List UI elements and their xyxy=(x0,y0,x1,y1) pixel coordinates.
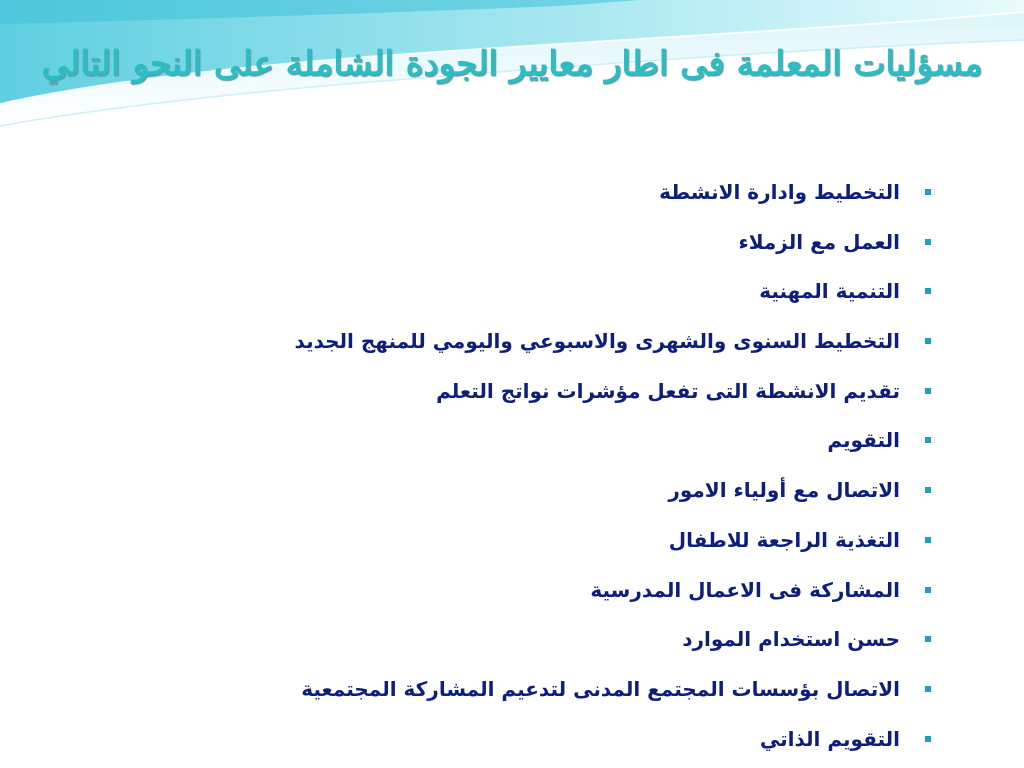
list-item xyxy=(120,665,900,715)
square-bullet-icon xyxy=(925,487,931,493)
square-bullet-icon xyxy=(925,189,931,195)
square-bullet-icon xyxy=(925,338,931,344)
slide-title: مسؤليات المعلمة فى اطار معايير الجودة الشاملة على النحو التالي xyxy=(41,44,983,84)
square-bullet-icon xyxy=(925,587,931,593)
bullet-list xyxy=(120,168,900,764)
list-item xyxy=(120,566,900,616)
bullet-text: حسن استخدام الموارد xyxy=(682,627,900,652)
bullet-text: العمل مع الزملاء xyxy=(738,229,900,254)
list-item xyxy=(120,218,900,268)
list-item xyxy=(120,168,900,218)
square-bullet-icon xyxy=(925,288,931,294)
square-bullet-icon xyxy=(925,239,931,245)
bullet-text: الاتصال بؤسسات المجتمع المدنى لتدعيم المشاركة المجتمعية xyxy=(301,676,900,701)
list-item xyxy=(120,715,900,765)
list-item xyxy=(120,317,900,367)
list-item xyxy=(120,367,900,417)
bullet-text: التخطيط السنوى والشهرى والاسبوعي واليومي للمنهج الجديد xyxy=(294,329,900,354)
list-item xyxy=(120,267,900,317)
square-bullet-icon xyxy=(925,686,931,692)
bullet-text: التقويم xyxy=(827,428,900,453)
square-bullet-icon xyxy=(925,388,931,394)
bullet-text: التقويم الذاتي xyxy=(759,726,900,751)
bullet-text: تقديم الانشطة التى تفعل مؤشرات نواتج التعلم xyxy=(436,378,900,403)
square-bullet-icon xyxy=(925,636,931,642)
list-item xyxy=(120,466,900,516)
square-bullet-icon xyxy=(925,537,931,543)
list-item xyxy=(120,516,900,566)
bullet-text: الاتصال مع أولياء الامور xyxy=(668,478,900,503)
list-item xyxy=(120,416,900,466)
list-item xyxy=(120,615,900,665)
bullet-text: التنمية المهنية xyxy=(759,279,900,304)
bullet-text: التخطيط وادارة الانشطة xyxy=(659,180,900,204)
square-bullet-icon xyxy=(925,437,931,443)
bullet-text: التغذية الراجعة للاطفال xyxy=(668,527,900,552)
bullet-text: المشاركة فى الاعمال المدرسية xyxy=(590,577,900,602)
square-bullet-icon xyxy=(925,736,931,742)
